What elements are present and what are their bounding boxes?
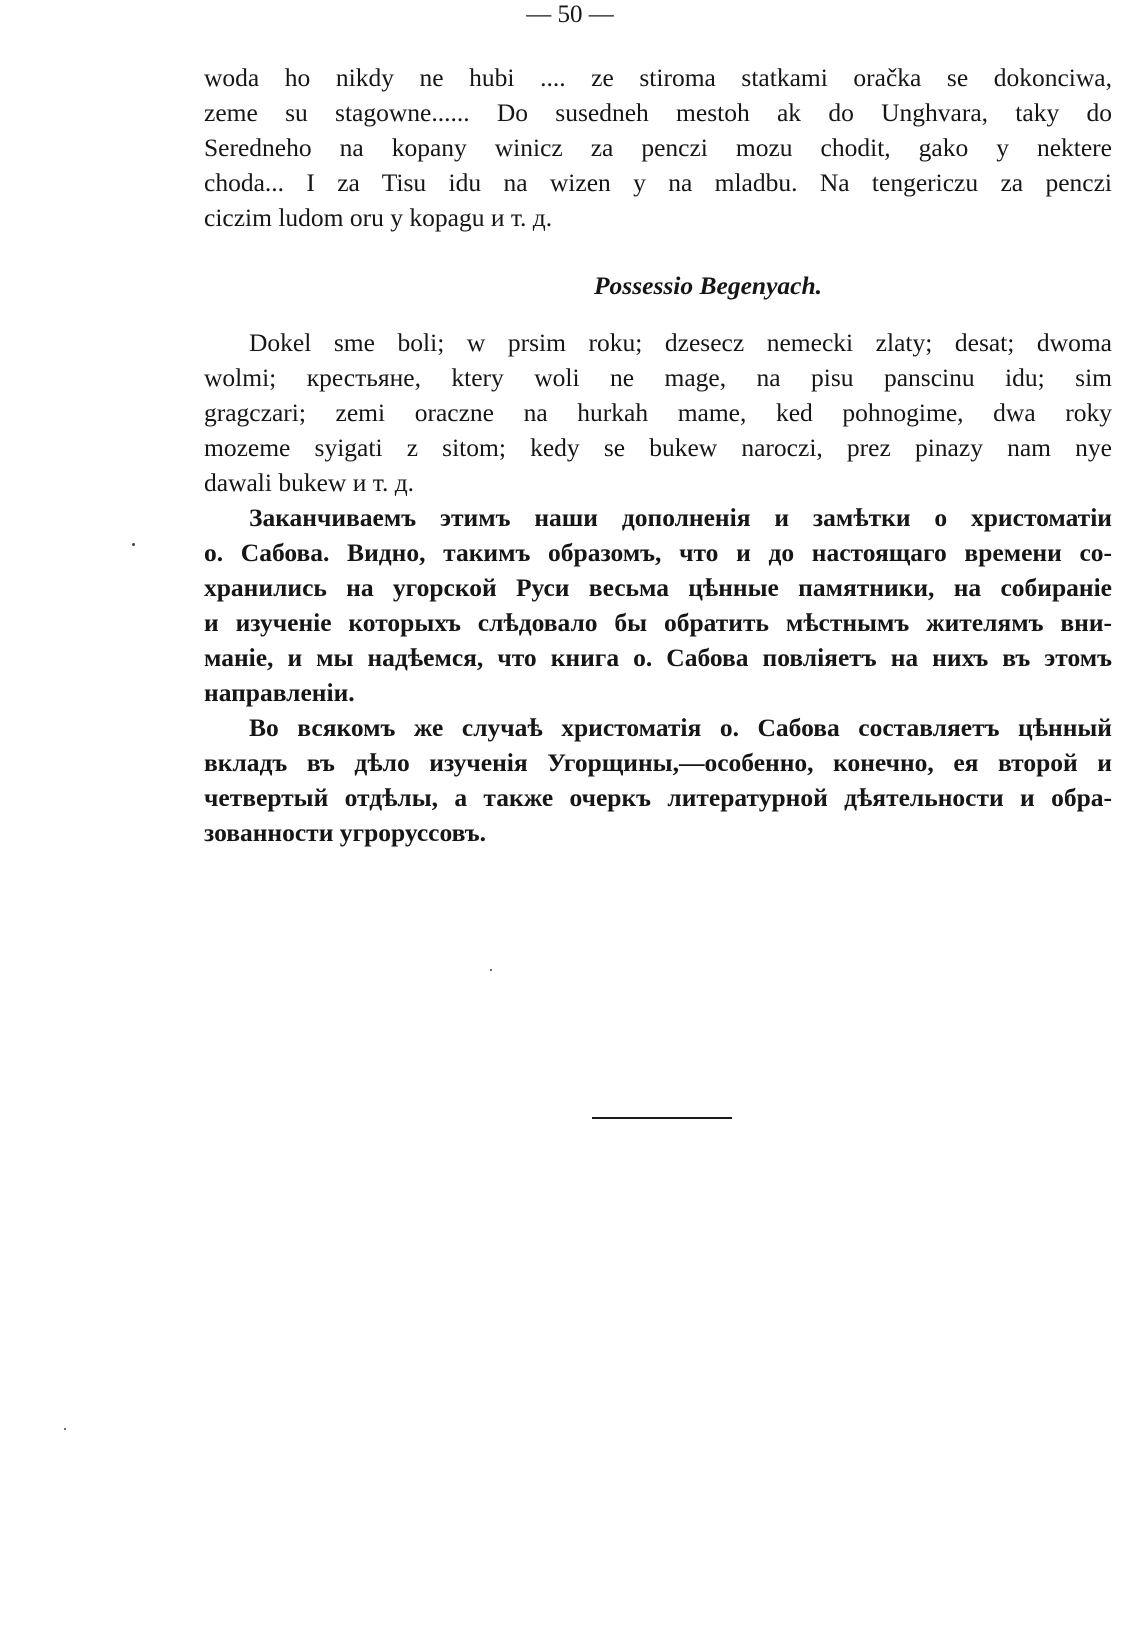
text-line: ciczim ludom oru y kopagu и т. д. [204, 203, 553, 232]
text-line: woda ho nikdy ne hubi .... ze stiroma statkami oračka se dokonciwa, [204, 63, 1112, 92]
print-speck [64, 1428, 66, 1430]
text-line: choda... I za Tisu idu na wizen y na mladbu. Na tengericzu za penczi [204, 168, 1112, 197]
text-line: dawali bukew и т. д. [204, 468, 415, 497]
text-line: Заканчиваемъ этимъ наши дополненія и замѣтки о христоматіи [249, 503, 1112, 532]
print-speck [132, 543, 135, 546]
text-line: mozeme syigati z sitom; kedy se bukew naroczi, prez pinazy nam nye [204, 433, 1112, 462]
text-line: о. Сабова. Видно, такимъ образомъ, что и до настоящаго времени со- [204, 538, 1112, 567]
paragraph-possessio [204, 325, 1112, 500]
paragraph-final [204, 710, 1112, 850]
section-spacer [204, 235, 1112, 268]
text-line: Во всякомъ же случаѣ христоматія о. Сабова составляетъ цѣнный [249, 713, 1112, 742]
text-line: четвертый отдѣлы, а также очеркъ литературной дѣятельности и обра- [204, 783, 1112, 812]
page-number: — 50 — [526, 1, 614, 28]
text-line: Dokel sme boli; w prsim roku; dzesecz nemecki zlaty; desat; dwoma [249, 328, 1112, 357]
page-body [204, 60, 1112, 850]
text-line: gragczari; zemi oraczne na hurkah mame, ked pohnogime, dwa roky [204, 398, 1112, 427]
text-line: и изученіе которыхъ слѣдовало бы обратить мѣстнымъ жителямъ вни- [204, 608, 1112, 637]
section-spacer [204, 303, 1112, 325]
paragraph-begenyach-continuation [204, 60, 1112, 235]
text-line: Seredneho na kopany winicz za penczi mozu chodit, gako y nektere [204, 133, 1112, 162]
text-line: маніе, и мы надѣемся, что книга о. Сабова повліяетъ на нихъ въ этомъ [204, 643, 1112, 672]
text-line: zeme su stagowne...... Do susedneh mestoh ak do Unghvara, taky do [204, 98, 1112, 127]
paragraph-conclusion [204, 500, 1112, 710]
text-line: хранились на угорской Руси весьма цѣнные памятники, на собираніе [204, 573, 1112, 602]
closing-rule [592, 1117, 732, 1119]
section-heading: Possessio Begenyach. [593, 271, 823, 300]
text-line: вкладъ въ дѣло изученія Угорщины,—особенно, конечно, ея второй и [204, 748, 1112, 777]
print-speck [490, 969, 492, 971]
text-line: зованности угроруссовъ. [204, 818, 486, 847]
text-line: wolmi; крестьяне, ktery woli ne mage, na pisu panscinu idu; sim [204, 363, 1112, 392]
text-line: направленіи. [204, 678, 355, 707]
